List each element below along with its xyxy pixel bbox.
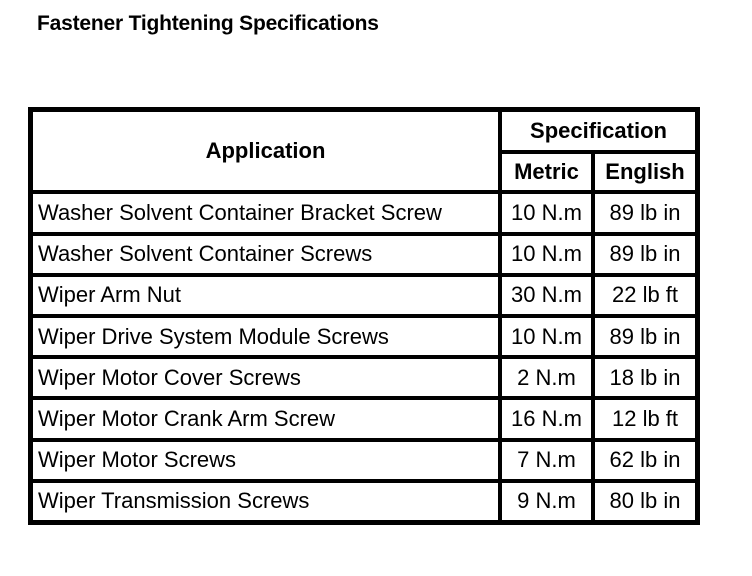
application-cell: Washer Solvent Container Bracket Screw <box>31 192 500 233</box>
application-cell: Wiper Motor Crank Arm Screw <box>31 398 500 439</box>
english-cell: 89 lb in <box>593 234 697 275</box>
fastener-spec-table <box>28 107 700 525</box>
application-header: Application <box>31 110 500 192</box>
application-cell: Wiper Motor Screws <box>31 440 500 481</box>
english-cell: 22 lb ft <box>593 275 697 316</box>
english-cell: 62 lb in <box>593 440 697 481</box>
application-cell: Wiper Drive System Module Screws <box>31 316 500 357</box>
table-row <box>31 234 697 275</box>
application-cell: Wiper Transmission Screws <box>31 481 500 522</box>
document-title: Fastener Tightening Specifications <box>37 12 379 35</box>
table-row <box>31 192 697 233</box>
metric-cell: 10 N.m <box>500 316 593 357</box>
table-row <box>31 481 697 522</box>
table-row <box>31 275 697 316</box>
table-row <box>31 357 697 398</box>
english-cell: 89 lb in <box>593 192 697 233</box>
metric-cell: 10 N.m <box>500 234 593 275</box>
english-cell: 89 lb in <box>593 316 697 357</box>
table-row <box>31 316 697 357</box>
metric-cell: 9 N.m <box>500 481 593 522</box>
specification-header: Specification <box>500 110 697 152</box>
english-header: English <box>593 152 697 192</box>
application-cell: Wiper Motor Cover Screws <box>31 357 500 398</box>
table-row <box>31 398 697 439</box>
english-cell: 80 lb in <box>593 481 697 522</box>
table-row <box>31 440 697 481</box>
metric-cell: 16 N.m <box>500 398 593 439</box>
application-cell: Washer Solvent Container Screws <box>31 234 500 275</box>
english-cell: 18 lb in <box>593 357 697 398</box>
header-row <box>31 110 697 152</box>
application-cell: Wiper Arm Nut <box>31 275 500 316</box>
metric-cell: 7 N.m <box>500 440 593 481</box>
english-cell: 12 lb ft <box>593 398 697 439</box>
metric-header: Metric <box>500 152 593 192</box>
metric-cell: 10 N.m <box>500 192 593 233</box>
metric-cell: 30 N.m <box>500 275 593 316</box>
metric-cell: 2 N.m <box>500 357 593 398</box>
